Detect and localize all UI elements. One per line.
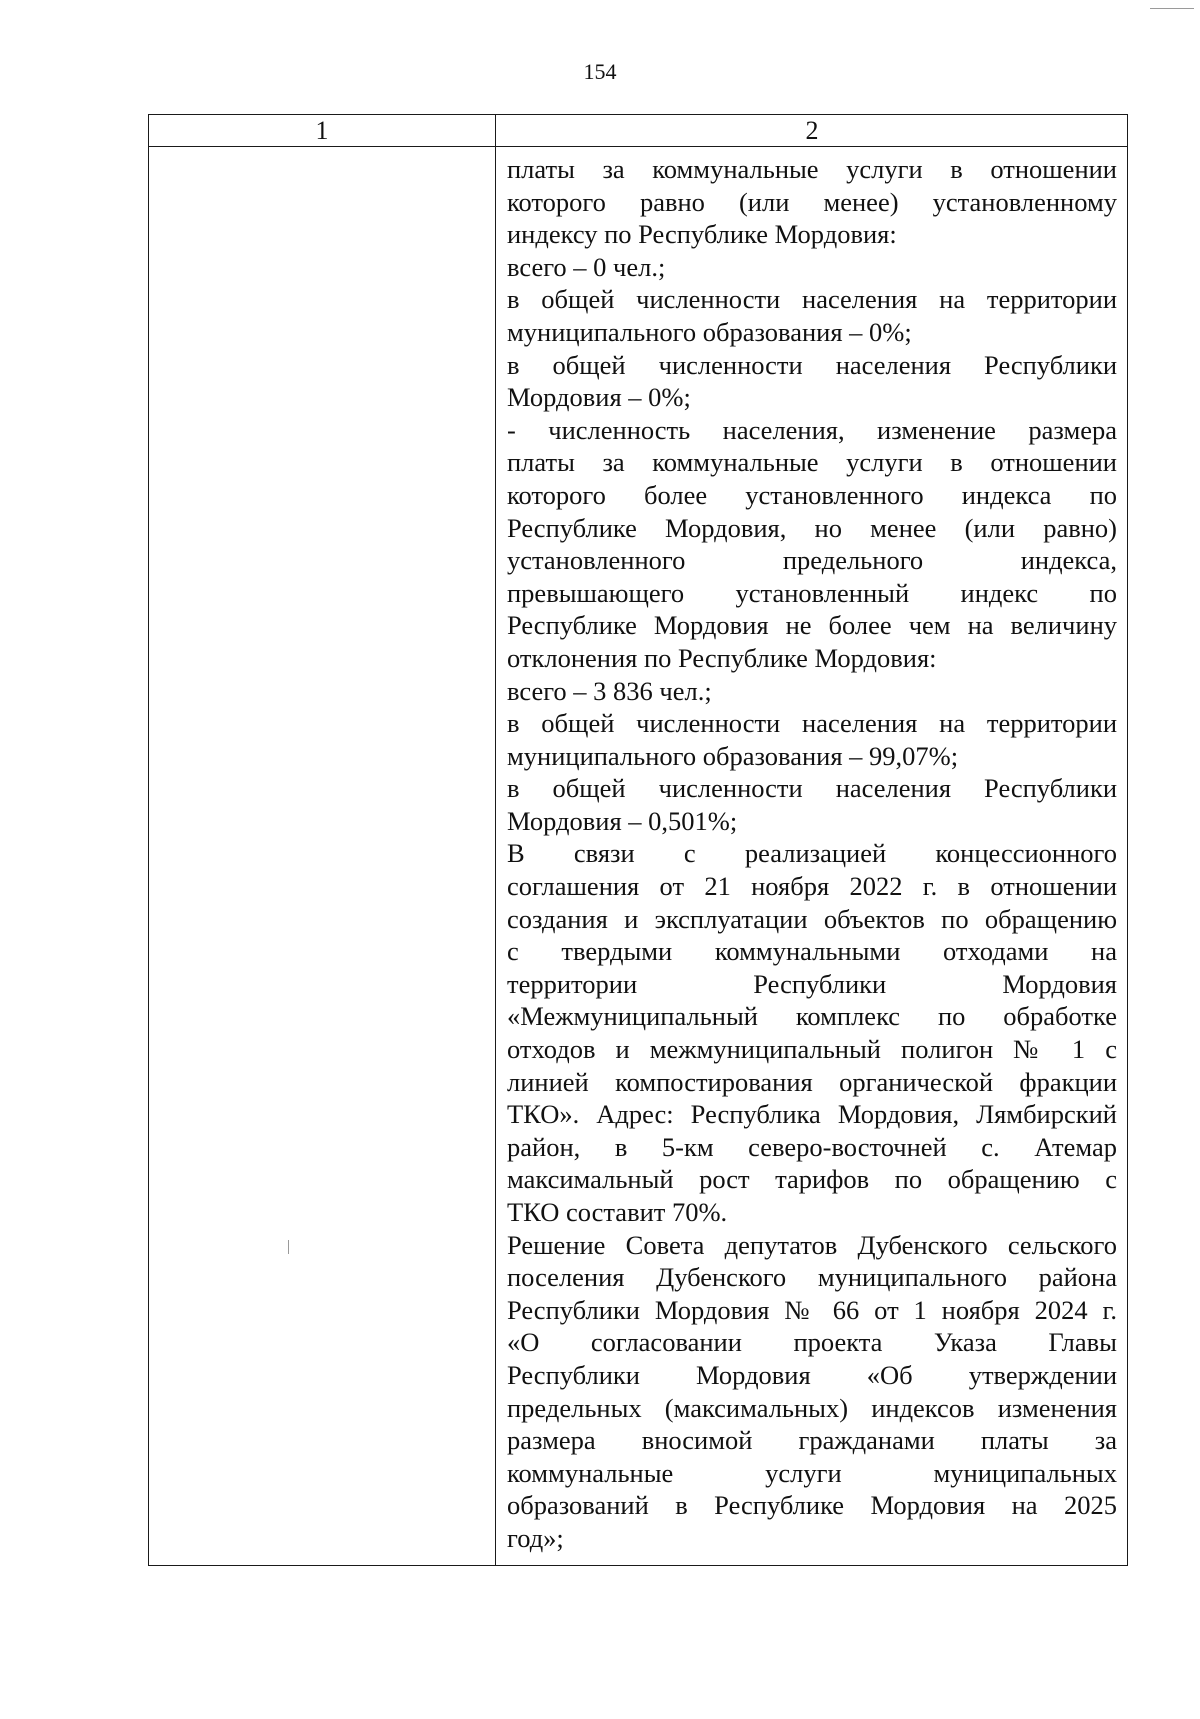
text-line: которого равно (или менее) установленному — [507, 186, 1117, 217]
text-line: коммунальные услуги муниципальных — [507, 1457, 1117, 1488]
text-line: с твердыми коммунальными отходами на — [507, 936, 1117, 967]
text-line: Решение Совета депутатов Дубенского сельского — [507, 1229, 1117, 1260]
text-line: отклонения по Республике Мордовия: — [507, 642, 937, 673]
text-line: ТКО». Адрес: Республика Мордовия, Лямбирский — [507, 1099, 1117, 1130]
text-line: Республике Мордовия не более чем на величину — [507, 610, 1117, 641]
text-line: район, в 5-км северо-восточней с. Атемар — [507, 1131, 1117, 1162]
column-divider — [495, 115, 496, 1565]
text-line: «Межмуниципальный комплекс по обработке — [507, 1001, 1117, 1032]
text-line: ТКО составит 70%. — [507, 1197, 728, 1227]
text-line: поселения Дубенского муниципального района — [507, 1262, 1117, 1293]
text-line: В связи с реализацией концессионного — [507, 838, 1117, 869]
text-line: год»; — [507, 1522, 564, 1553]
text-line: Мордовия – 0,501%; — [507, 805, 738, 836]
text-line: всего – 3 836 чел.; — [507, 675, 712, 706]
text-line: превышающего установленный индекс по — [507, 577, 1117, 608]
text-line: установленного предельного индекса, — [507, 545, 1117, 576]
text-line: предельных (максимальных) индексов изменения — [507, 1392, 1117, 1423]
text-line: муниципального образования – 99,07%; — [507, 740, 959, 771]
column-2-content — [507, 153, 1117, 1555]
page-number: 154 — [583, 59, 617, 84]
text-line: Республики Мордовия «Об утверждении — [507, 1359, 1117, 1390]
text-line: платы за коммунальные услуги в отношении — [507, 447, 1117, 478]
text-line: в общей численности населения Республики — [507, 773, 1117, 804]
text-line: в общей численности населения Республики — [507, 349, 1117, 380]
scan-artifact — [1150, 8, 1194, 9]
document-table — [148, 114, 1128, 1566]
text-line: - численность населения, изменение размера — [507, 414, 1117, 445]
text-line: которого более установленного индекса по — [507, 479, 1117, 510]
text-line: линией компостирования органической фракции — [507, 1066, 1117, 1097]
text-line: индексу по Республике Мордовия: — [507, 219, 897, 250]
text-line: создания и эксплуатации объектов по обращению — [507, 903, 1117, 934]
column-header-1: 1 — [315, 116, 329, 145]
table-header-row — [149, 115, 1127, 147]
text-line: муниципального образования – 0%; — [507, 316, 912, 347]
text-line: «О согласовании проекта Указа Главы — [507, 1327, 1117, 1358]
text-line: в общей численности населения на территории — [507, 708, 1117, 739]
text-line: Республики Мордовия № 66 от 1 ноября 2024 г. — [507, 1294, 1117, 1325]
column-header-2: 2 — [805, 116, 819, 145]
text-line: максимальный рост тарифов по обращению с — [507, 1164, 1117, 1195]
scan-artifact — [288, 1240, 289, 1254]
text-line: Республике Мордовия, но менее (или равно) — [507, 512, 1117, 543]
text-line: платы за коммунальные услуги в отношении — [507, 154, 1117, 184]
text-line: образований в Республике Мордовия на 2025 — [507, 1490, 1117, 1521]
text-line: Мордовия – 0%; — [507, 382, 691, 413]
text-line: всего – 0 чел.; — [507, 251, 666, 282]
text-line: размера вносимой гражданами платы за — [507, 1425, 1117, 1456]
text-line: территории Республики Мордовия — [507, 968, 1117, 999]
text-line: соглашения от 21 ноября 2022 г. в отношении — [507, 871, 1117, 902]
text-line: в общей численности населения на территории — [507, 284, 1117, 315]
text-line: отходов и межмуниципальный полигон № 1 с — [507, 1034, 1117, 1065]
